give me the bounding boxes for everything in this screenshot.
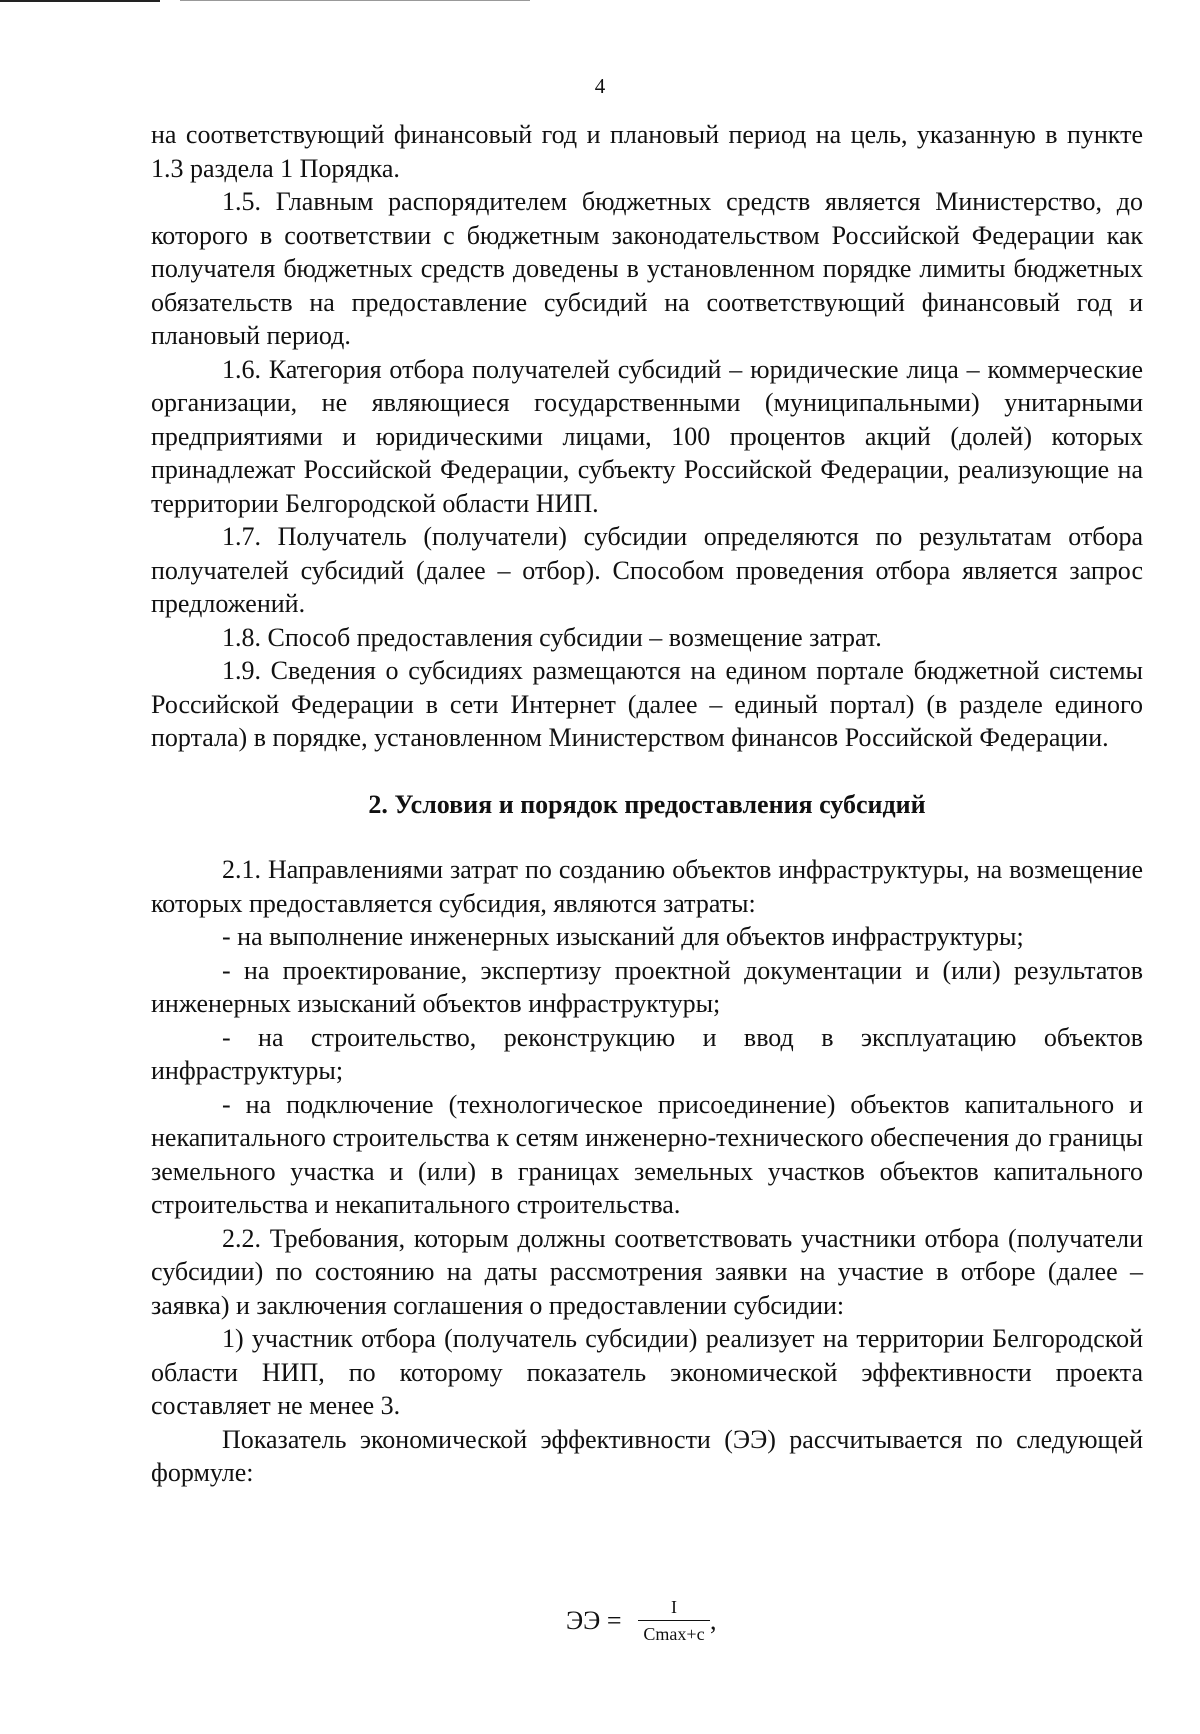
- formula-numerator: I: [671, 1597, 677, 1617]
- paragraph-2-2-item-1: 1) участник отбора (получатель субсидии) реализует на территории Белгородской области НИП, по которому показатель экономической эффективности проекта составляет не менее 3.: [151, 1324, 1143, 1420]
- top-rule: [0, 0, 160, 2]
- paragraph-efficiency: Показатель экономической эффективности (ЭЭ) рассчитывается по следующей формуле:: [151, 1424, 1143, 1487]
- paragraph-continuation: на соответствующий финансовый год и плановый период на цель, указанную в пункте 1.3 раздела 1 Порядка.: [151, 120, 1143, 183]
- paragraph-1-9: 1.9. Сведения о субсидиях размещаются на едином портале бюджетной системы Российской Федерации в сети Интернет (далее – единый портал) (в разделе единого портала) в порядке, установленном Министерством финансов Российской Федерации.: [151, 656, 1143, 752]
- section-2-title: 2. Условия и порядок предоставления субсидий: [368, 789, 926, 819]
- bullet-design: - на проектирование, экспертизу проектной документации и (или) результатов инженерных изысканий объектов инфраструктуры;: [151, 955, 1143, 1018]
- paragraph-1-5: 1.5. Главным распорядителем бюджетных средств является Министерство, до которого в соответствии с бюджетным законодательством Российской Федерации как получателя бюджетных средств доведены в установленном порядке лимиты бюджетных обязательств на предоставление субсидий на соответствующий финансовый год и плановый период.: [151, 187, 1143, 350]
- document-body: [151, 118, 1143, 1490]
- paragraph-1-6: 1.6. Категория отбора получателей субсидий – юридические лица – коммерческие организации, не являющиеся государственными (муниципальными) унитарными предприятиями и юридическими лицами, 100 процентов акций (долей) которых принадлежат Российской Федерации, субъекту Российской Федерации, реализующие на территории Белгородской области НИП.: [151, 354, 1143, 518]
- page-number: 4: [594, 74, 606, 98]
- efficiency-formula: [0, 1592, 1200, 1652]
- fraction-bar: [638, 1620, 710, 1621]
- paragraph-2-1: 2.1. Направлениями затрат по созданию объектов инфраструктуры, на возмещение которых предоставляется субсидия, являются затраты:: [151, 855, 1143, 918]
- top-rule-faint: [180, 0, 530, 1]
- paragraph-1-8: 1.8. Способ предоставления субсидии – возмещение затрат.: [222, 622, 882, 652]
- bullet-surveys: - на выполнение инженерных изысканий для объектов инфраструктуры;: [222, 922, 1024, 951]
- paragraph-2-2: 2.2. Требования, которым должны соответствовать участники отбора (получатели субсидии) по состоянию на даты рассмотрения заявки на участие в отборе (далее – заявка) и заключения соглашения о предоставлении субсидии:: [151, 1223, 1143, 1320]
- formula-denominator: Cmax+c: [643, 1624, 705, 1644]
- formula-fraction: [638, 1596, 710, 1645]
- formula-lhs: ЭЭ =: [566, 1606, 622, 1635]
- paragraph-1-7: 1.7. Получатель (получатели) субсидии определяются по результатам отбора получателей субсидий (далее – отбор). Способом проведения отбора является запрос предложений.: [151, 522, 1143, 618]
- bullet-connection: - на подключение (технологическое присоединение) объектов капитального и некапитального строительства к сетям инженерно-технического обеспечения до границы земельного участка и (или) в границах земельных участков объектов капитального строительства и некапитального строительства.: [151, 1089, 1143, 1219]
- formula-comma: ,: [710, 1606, 717, 1635]
- bullet-construction: - на строительство, реконструкцию и ввод в эксплуатацию объектов инфраструктуры;: [151, 1022, 1143, 1085]
